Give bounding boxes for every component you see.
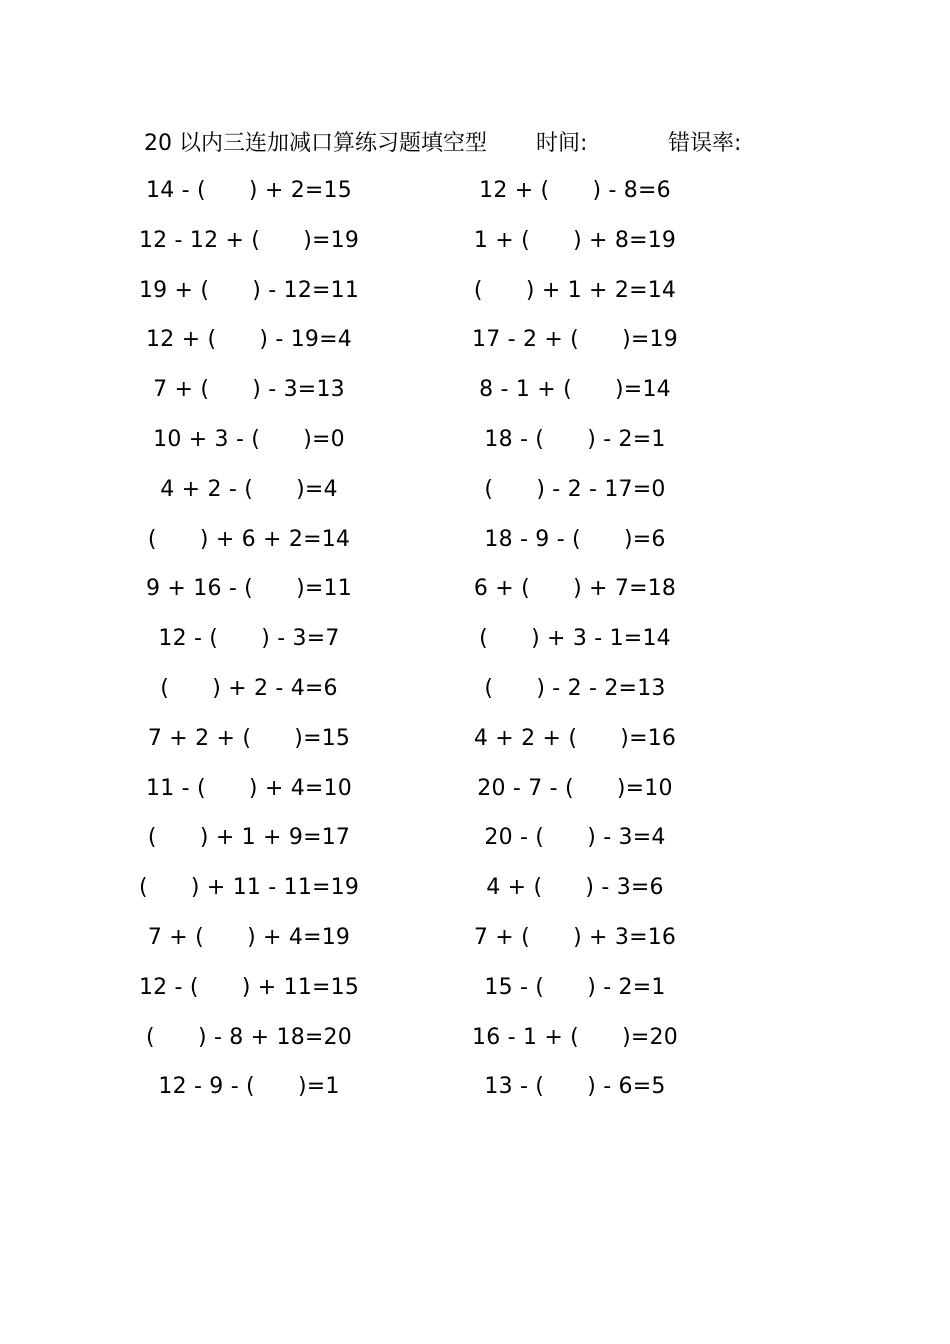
problem-right-4: 17 - 2 + ( )=19 [472, 327, 678, 353]
problem-right-13: 20 - 7 - ( )=10 [477, 775, 673, 801]
problem-left-13: 11 - ( ) + 4=10 [146, 775, 352, 801]
problem-left-18: ( ) - 8 + 18=20 [146, 1024, 352, 1050]
problem-left-16: 7 + ( ) + 4=19 [147, 924, 351, 950]
problem-right-3: ( ) + 1 + 2=14 [473, 277, 677, 303]
problem-left-9: 9 + 16 - ( )=11 [146, 576, 352, 602]
problem-right-18: 16 - 1 + ( )=20 [472, 1024, 678, 1050]
error-rate-label: 错误率: [668, 131, 742, 156]
problem-right-9: 6 + ( ) + 7=18 [473, 576, 677, 602]
left-problem-column [134, 166, 364, 1112]
right-problem-column [460, 166, 690, 1112]
problem-right-11: ( ) - 2 - 2=13 [484, 675, 666, 701]
problem-left-7: 4 + 2 - ( )=4 [160, 476, 338, 502]
problem-left-10: 12 - ( ) - 3=7 [158, 626, 340, 652]
problem-right-16: 7 + ( ) + 3=16 [473, 924, 677, 950]
problem-right-8: 18 - 9 - ( )=6 [484, 526, 666, 552]
problem-left-12: 7 + 2 + ( )=15 [147, 725, 351, 751]
problem-right-2: 1 + ( ) + 8=19 [473, 227, 677, 253]
problem-left-4: 12 + ( ) - 19=4 [146, 327, 352, 353]
problem-left-14: ( ) + 1 + 9=17 [147, 825, 351, 851]
problem-left-11: ( ) + 2 - 4=6 [160, 675, 338, 701]
problem-right-12: 4 + 2 + ( )=16 [473, 725, 677, 751]
problem-left-2: 12 - 12 + ( )=19 [138, 227, 360, 253]
problem-left-6: 10 + 3 - ( )=0 [153, 426, 345, 452]
problem-left-15: ( ) + 11 - 11=19 [138, 875, 360, 901]
problem-left-19: 12 - 9 - ( )=1 [158, 1074, 340, 1100]
problem-left-1: 14 - ( ) + 2=15 [146, 178, 352, 203]
problem-right-17: 15 - ( ) - 2=1 [484, 974, 666, 1000]
problem-left-17: 12 - ( ) + 11=15 [138, 974, 360, 1000]
problem-left-3: 19 + ( ) - 12=11 [138, 277, 360, 303]
problem-right-19: 13 - ( ) - 6=5 [484, 1074, 666, 1100]
problem-right-5: 8 - 1 + ( )=14 [479, 377, 671, 403]
problem-right-7: ( ) - 2 - 17=0 [484, 476, 666, 502]
problem-right-14: 20 - ( ) - 3=4 [484, 825, 666, 851]
worksheet-title: 20 以内三连加减口算练习题填空型 [144, 131, 487, 156]
time-label: 时间: [536, 131, 588, 156]
problem-right-15: 4 + ( ) - 3=6 [486, 875, 664, 901]
problem-right-1: 12 + ( ) - 8=6 [479, 178, 671, 203]
problem-right-10: ( ) + 3 - 1=14 [479, 626, 671, 652]
problem-left-5: 7 + ( ) - 3=13 [153, 377, 345, 403]
problem-right-6: 18 - ( ) - 2=1 [484, 426, 666, 452]
worksheet-header [144, 124, 784, 164]
problem-left-8: ( ) + 6 + 2=14 [147, 526, 351, 552]
